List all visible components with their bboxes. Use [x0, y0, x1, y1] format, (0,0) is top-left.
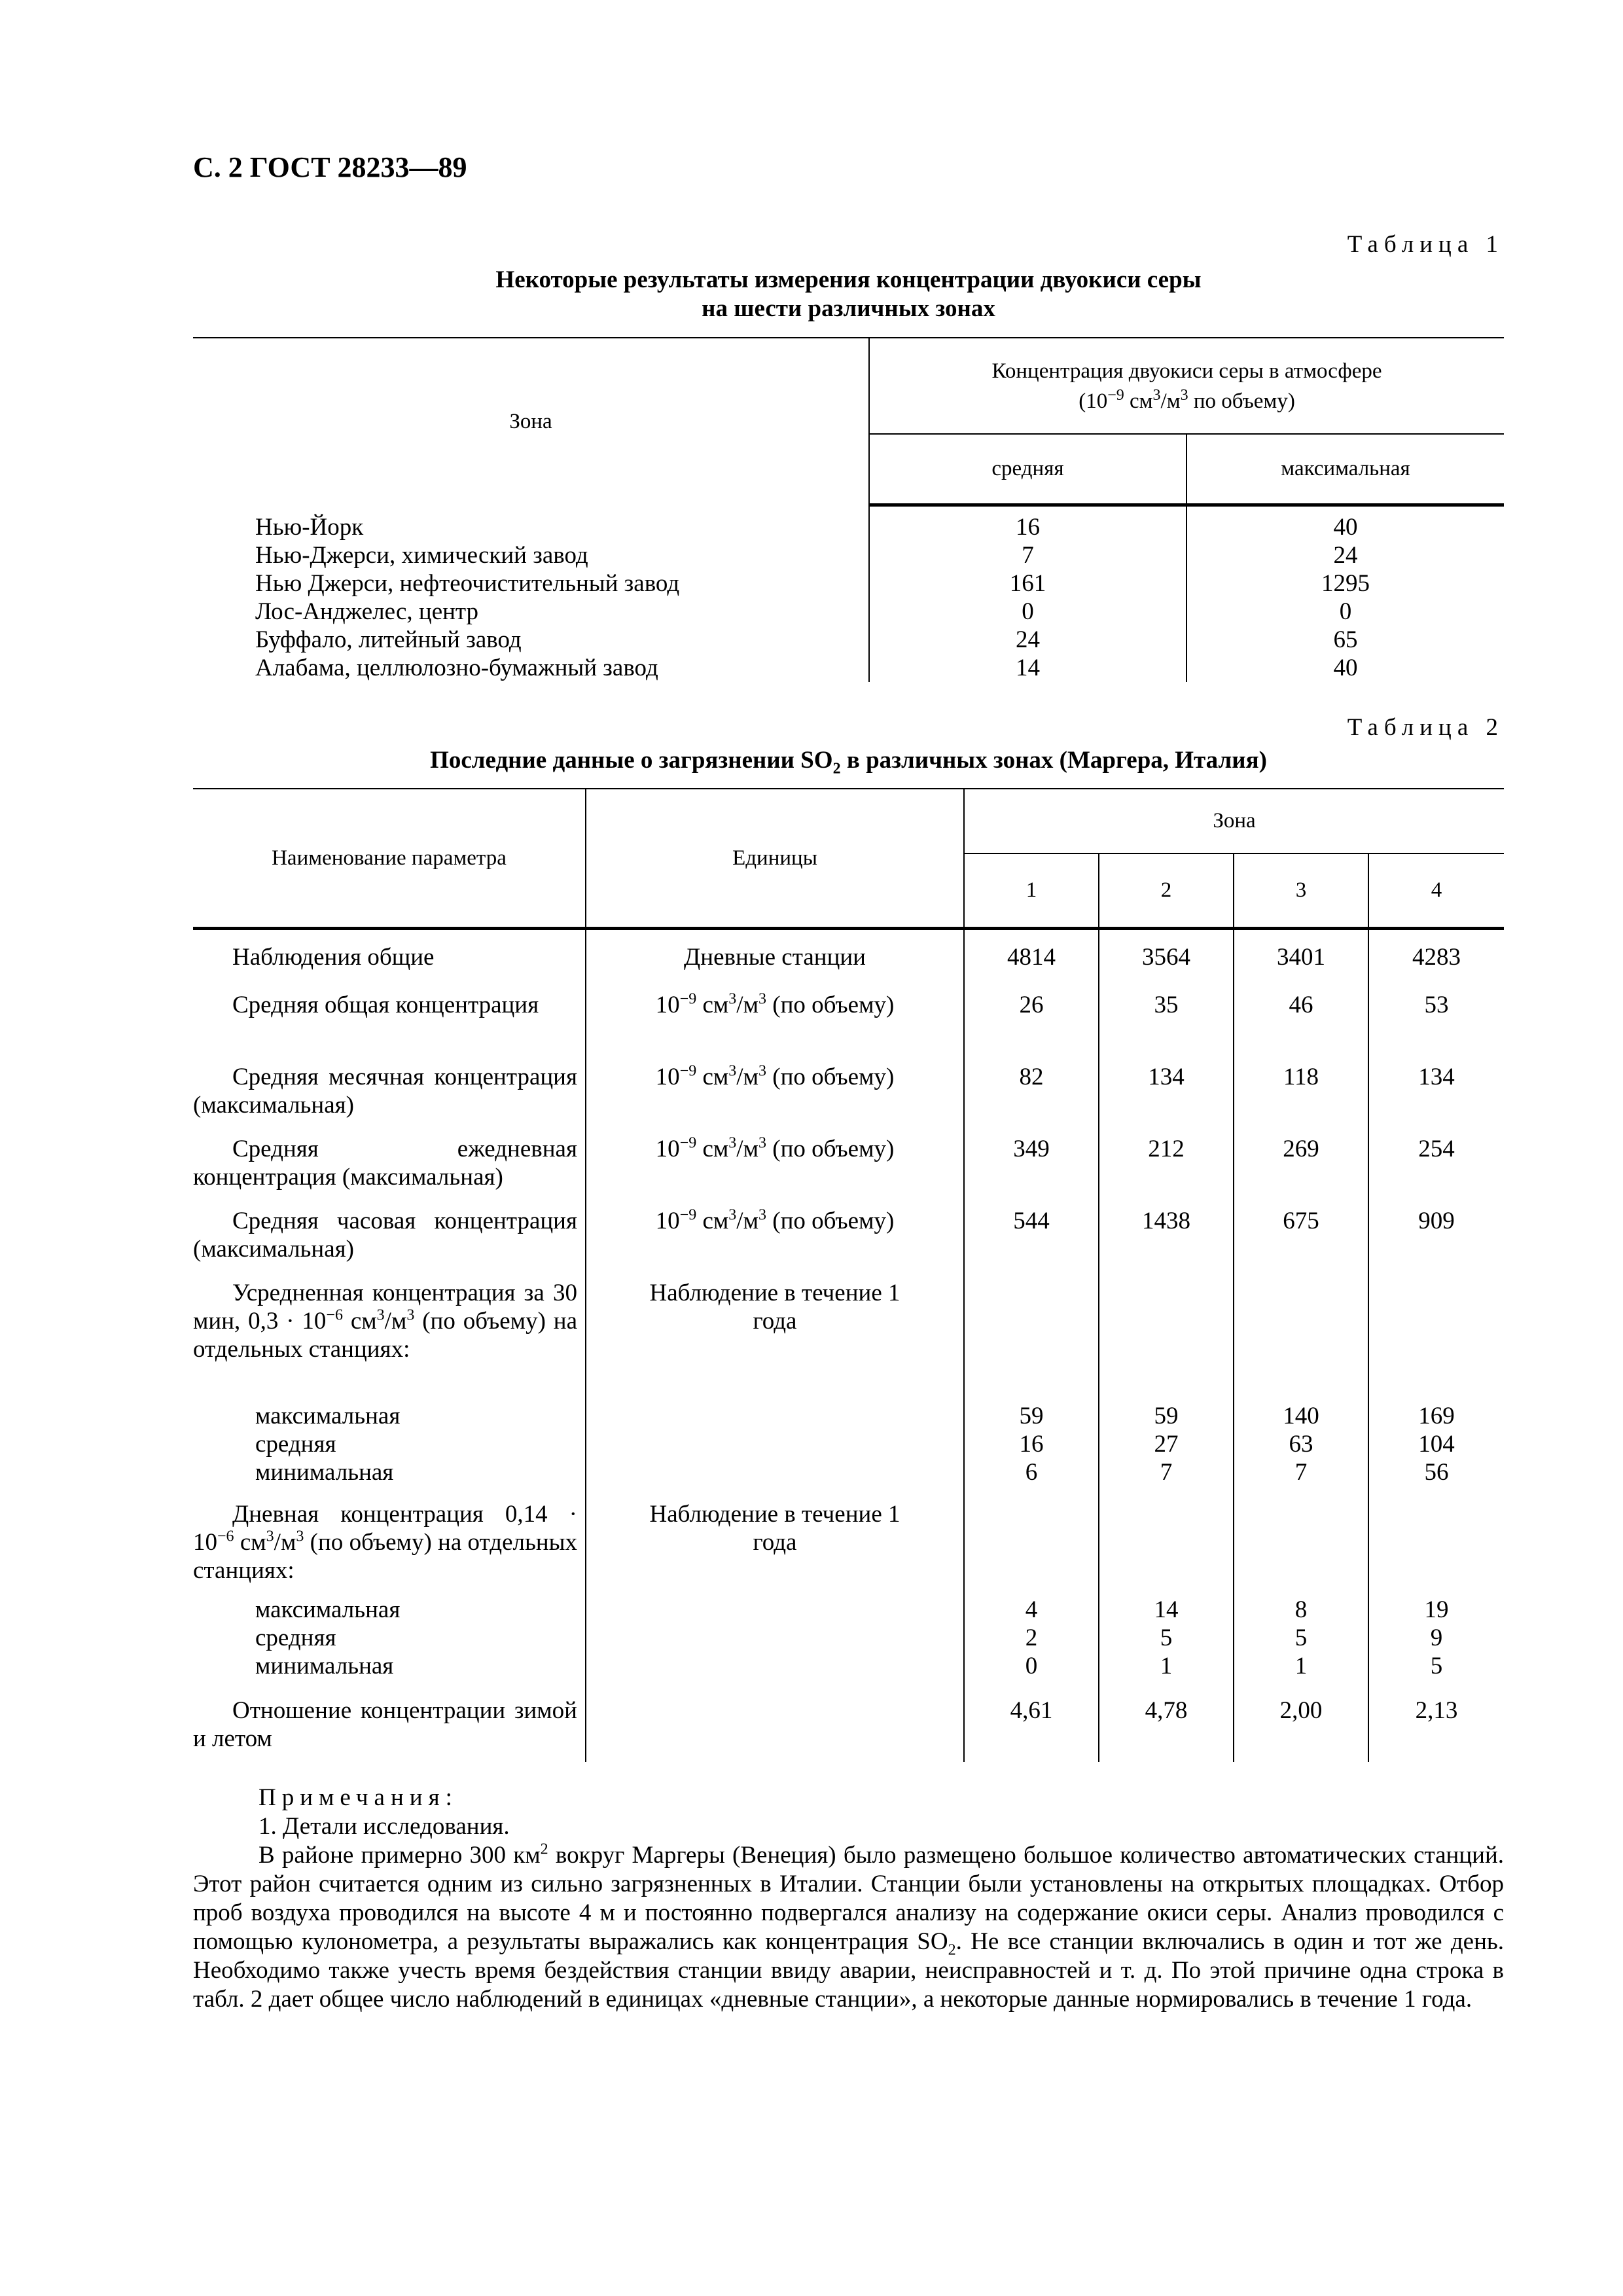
table-row: Нью-Джерси, химический завод 7 24 — [193, 541, 1504, 569]
notes-heading: Примечания: — [259, 1784, 458, 1811]
table2-title: Последние данные о загрязнении $SO_2$ в различных зонах (Маргера, Италия) — [430, 747, 1267, 778]
table-row: максимальная средняя минимальная 59 16 6 59 27 7 140 63 7 169 104 56 — [193, 1393, 1504, 1494]
table-row: Нью-Йорк 16 40 — [193, 507, 1504, 541]
table-row: Средняя общая концентрация $10^{-9}$ $см^3/м^3$ (по объему) 26 35 46 53 — [193, 978, 1504, 1051]
table2-header-param: Наименование параметра — [193, 789, 586, 929]
table2-header-zone: Зона — [964, 789, 1504, 853]
table2-body — [193, 929, 1504, 1763]
table1-header-concentration: Концентрация двуокиси серы в атмосфере ($10^{-9}$ $см^3/м^3$ по объему) — [869, 338, 1504, 434]
table1-header-max: максимальная — [1186, 434, 1504, 505]
table1-header-avg: средняя — [869, 434, 1186, 505]
table-row: Дневная концентрация $0,14 \cdot 10^{-6}$ $см^3/м^3$ (по объему) на отдельных станциях: Наблюдение в течение 1 года — [193, 1494, 1504, 1592]
notes-paragraph: В районе примерно 300 $км^2$ вокруг Маргеры (Венеция) было размещено большое количество автоматических станций. Этот район считается одним из сильно загрязненных в Италии. Станции были установлены на открытых площадках. Отбор проб воздуха проводился на высоте 4 м и постоянно подвергался анализу на содержание окиси серы. Анализ проводился с помощью кулонометра, а результаты выражались как концентрация $SO_2$. Не все станции включались в один и тот же день. Необходимо также учесть время бездействия станции ввиду аварии, неисправностей и т. д. По этой причине одна строка в табл. 2 дает общее число наблюдений в единицах «дневные станции», а некоторые данные нормировались в течение 1 года. — [193, 1840, 1504, 2013]
table1-body — [193, 507, 1504, 682]
table-row: Средняя месячная концентрация (максимальная) $10^{-9}$ $см^3/м^3$ (по объему) 82 134 118 134 — [193, 1051, 1504, 1123]
table-row: Алабама, целлюлозно-бумажный завод 14 40 — [193, 654, 1504, 682]
table1-title: Некоторые результаты измерения концентрации двуокиси серы на шести различных зонах — [495, 266, 1202, 322]
table2-header-zone-3: 3 — [1234, 853, 1368, 929]
table2-label: Таблица 2 — [1347, 714, 1504, 741]
table1-label: Таблица 1 — [1347, 231, 1504, 258]
table1-header-zone: Зона — [193, 338, 869, 505]
table-row: Нью Джерси, нефтеочистительный завод 161 1295 — [193, 569, 1504, 598]
table2 — [193, 788, 1504, 1762]
table-row: Буффало, литейный завод 24 65 — [193, 626, 1504, 654]
table1 — [193, 337, 1504, 682]
table-row: Отношение концентрации зимой и летом 4,61 4,78 2,00 2,13 — [193, 1694, 1504, 1762]
notes-item-1: 1. Детали исследования. — [259, 1813, 510, 1840]
page-header: С. 2 ГОСТ 28233—89 — [193, 151, 467, 183]
table-row: Наблюдения общие Дневные станции 4814 3564 3401 4283 — [193, 929, 1504, 978]
table-row: Усредненная концентрация за 30 мин, $0,3 \cdot 10^{-6}$ $см^3/м^3$ (по объему) на отдельных станциях: Наблюдение в течение 1 года — [193, 1267, 1504, 1393]
table2-header-units: Единицы — [586, 789, 964, 929]
table2-header-zone-2: 2 — [1099, 853, 1234, 929]
table-row: максимальная средняя минимальная 4 2 0 14 5 1 8 5 1 19 9 5 — [193, 1592, 1504, 1694]
table-row: Средняя часовая концентрация (максимальная) $10^{-9}$ $см^3/м^3$ (по объему) 544 1438 675 909 — [193, 1195, 1504, 1267]
table2-header-zone-4: 4 — [1368, 853, 1504, 929]
table2-header-zone-1: 1 — [964, 853, 1099, 929]
table-row: Средняя ежедневная концентрация (максимальная) $10^{-9}$ $см^3/м^3$ (по объему) 349 212 269 254 — [193, 1123, 1504, 1195]
table-row: Лос-Анджелес, центр 0 0 — [193, 598, 1504, 626]
notes — [193, 1784, 1504, 2014]
